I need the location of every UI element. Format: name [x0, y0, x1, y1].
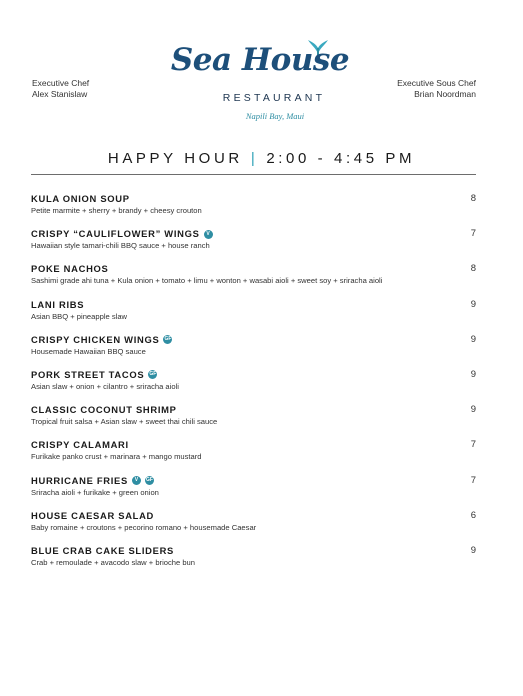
vegetarian-badge-icon: V — [132, 476, 141, 485]
menu-item-description: Tropical fruit salsa + Asian slaw + sweet thai chili sauce — [31, 417, 218, 427]
menu-item-name: CRISPY “CAULIFLOWER” WINGS — [31, 228, 200, 240]
divider-line — [31, 174, 476, 175]
sea-house-logo — [160, 34, 360, 134]
menu-item-name: CRISPY CALAMARI — [31, 439, 129, 451]
menu-item-description: Crab + remoulade + avacodo slaw + brioche bun — [31, 557, 195, 567]
menu-item-price: 9 — [470, 544, 476, 556]
menu-item-name: HOUSE CAESAR SALAD — [31, 509, 155, 521]
menu-item-price: 8 — [470, 263, 476, 275]
menu-item — [31, 545, 476, 580]
executive-chef-credit — [32, 78, 89, 100]
menu-item-name-row — [31, 299, 476, 311]
menu-item-description: Asian slaw + onion + cilantro + sriracha aioli — [31, 381, 179, 391]
menu-item — [31, 404, 476, 439]
menu-item — [31, 510, 476, 545]
logo-subtitle: RESTAURANT — [222, 92, 326, 104]
menu-item — [31, 369, 476, 404]
menu-item-name-row — [31, 193, 476, 205]
vegetarian-badge-icon: V — [204, 230, 213, 239]
logo-wordmark: Sea House — [170, 42, 350, 78]
executive-chef-title: Executive Chef — [32, 78, 90, 88]
menu-item-name-row — [31, 475, 476, 487]
gluten-free-badge-icon: GF — [145, 477, 153, 483]
menu-item-price: 9 — [470, 368, 476, 380]
sous-chef-title: Executive Sous Chef — [397, 78, 476, 88]
menu-item — [31, 193, 476, 228]
happy-hour-title: HAPPY HOUR — [107, 150, 243, 167]
menu-item-description: Hawaiian style tamari-chili BBQ sauce + house ranch — [31, 241, 210, 251]
menu-item-name-row — [31, 439, 476, 451]
happy-hour-heading — [0, 150, 523, 167]
menu-item-price: 6 — [470, 509, 476, 521]
menu-item-price: 7 — [470, 228, 476, 240]
menu-item — [31, 439, 476, 474]
menu-item-name: BLUE CRAB CAKE SLIDERS — [31, 544, 175, 556]
sous-chef-credit — [397, 78, 476, 100]
executive-chef-name: Alex Stanislaw — [32, 89, 88, 99]
sous-chef-name: Brian Noordman — [414, 89, 476, 99]
logo-location: Napili Bay, Maui — [245, 111, 305, 121]
menu-item-price: 7 — [470, 474, 476, 486]
menu-item-price: 7 — [470, 439, 476, 451]
menu-item-description: Sriracha aioli + furikake + green onion — [31, 487, 159, 497]
heading-separator: | — [250, 150, 259, 167]
menu-item-description: Furikake panko crust + marinara + mango mustard — [31, 452, 202, 462]
menu-item-name-row — [31, 228, 476, 240]
menu-item-name-row — [31, 404, 476, 416]
menu-item-description: Housemade Hawaiian BBQ sauce — [31, 346, 146, 356]
menu-item-name-row — [31, 545, 476, 557]
menu-item-name-row — [31, 334, 476, 346]
menu-item — [31, 475, 476, 510]
menu-item-name: KULA ONION SOUP — [31, 193, 130, 204]
menu-item — [31, 228, 476, 263]
menu-item-name: PORK STREET TACOS — [31, 368, 145, 380]
menu-item-price: 9 — [470, 333, 476, 345]
menu-item-description: Petite marmite + sherry + brandy + cheesy crouton — [31, 206, 202, 215]
happy-hour-time: 2:00 - 4:45 PM — [266, 150, 416, 167]
menu-item-name: CLASSIC COCONUT SHRIMP — [31, 404, 177, 416]
menu-item-name-row — [31, 369, 476, 381]
menu-item-name: CRISPY CHICKEN WINGS — [31, 333, 160, 345]
menu-item-price: 9 — [470, 404, 476, 416]
menu-item-price: 8 — [470, 193, 476, 204]
menu-item-name-row — [31, 510, 476, 522]
menu-item — [31, 263, 476, 298]
menu-item — [31, 299, 476, 334]
menu-item-description: Baby romaine + croutons + pecorino romano + housemade Caesar — [31, 522, 257, 532]
menu-item-price: 9 — [470, 298, 476, 310]
menu-item-name: POKE NACHOS — [31, 263, 109, 275]
menu-item-name: HURRICANE FRIES — [31, 474, 128, 486]
menu-item-description: Sashimi grade ahi tuna + Kula onion + tomato + limu + wonton + wasabi aioli + sweet soy + sriracha aioli — [31, 276, 383, 286]
menu-list — [31, 193, 476, 580]
menu-item-name-row — [31, 263, 476, 275]
menu-item — [31, 334, 476, 369]
menu-item-name: LANI RIBS — [31, 298, 85, 310]
menu-item-description: Asian BBQ + pineapple slaw — [31, 311, 128, 321]
gluten-free-badge-icon: GF — [149, 371, 157, 378]
gluten-free-badge-icon: GF — [164, 336, 172, 343]
